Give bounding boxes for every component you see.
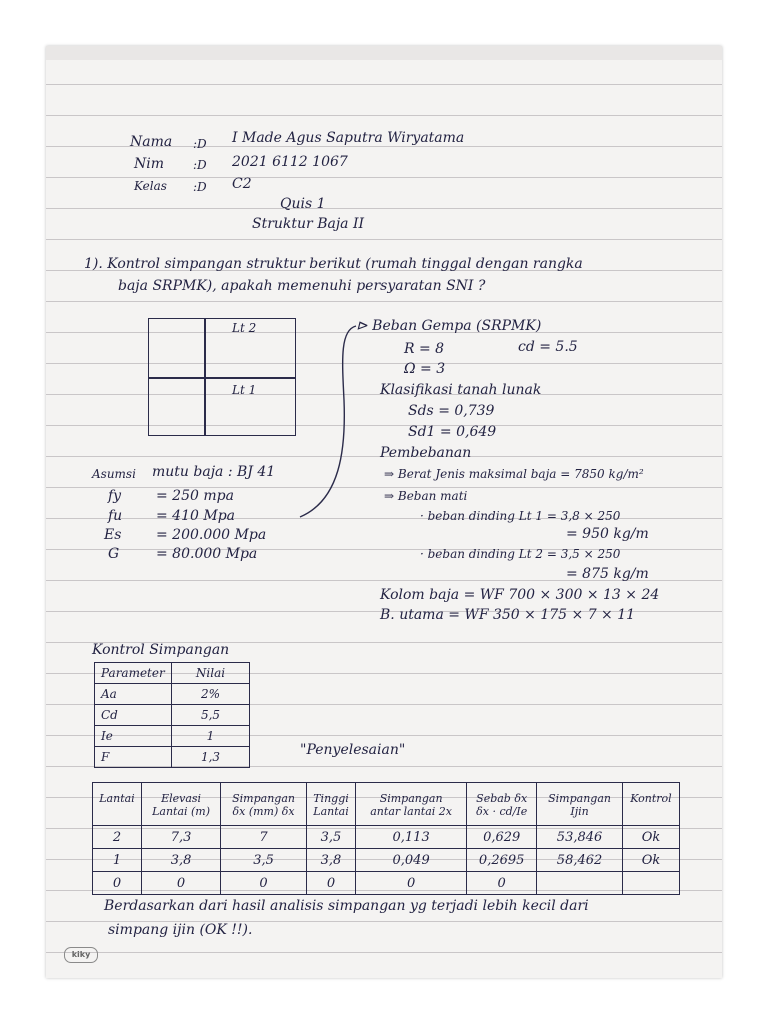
cell: 0 <box>306 872 355 895</box>
param-name: Aa <box>95 684 172 705</box>
conclusion-line-2: simpang ijin (OK !!). <box>108 922 253 938</box>
dinding-lt2-line: · beban dinding Lt 2 = 3,5 × 250 <box>420 547 621 561</box>
cell: 0,113 <box>356 826 467 849</box>
cell: 0,629 <box>467 826 537 849</box>
header-nilai: Nilai <box>172 663 250 684</box>
fu-value: = 410 Mpa <box>156 508 235 524</box>
col-subheader <box>93 805 142 826</box>
table-row <box>95 705 250 726</box>
table-row <box>95 726 250 747</box>
omega-value: Ω = 3 <box>404 361 446 377</box>
sds-value: Sds = 0,739 <box>408 403 495 419</box>
mutu-baja: mutu baja : BJ 41 <box>152 464 276 480</box>
cell <box>622 872 679 895</box>
klasifikasi-tanah: Klasifikasi tanah lunak <box>380 382 542 398</box>
col-subheader <box>622 805 679 826</box>
col-header: Tinggi <box>306 783 355 806</box>
cell: 0 <box>141 872 220 895</box>
cell: 0,2695 <box>467 849 537 872</box>
berat-jenis-line: ⇒ Berat Jenis maksimal baja = 7850 kg/m² <box>384 467 644 481</box>
fy-value: = 250 mpa <box>156 488 234 504</box>
col-header: Simpangan <box>221 783 307 806</box>
cell: 2 <box>93 826 142 849</box>
col-subheader: δx · cd/Ie <box>467 805 537 826</box>
col-header: Sebab δx <box>467 783 537 806</box>
cell: Ok <box>622 849 679 872</box>
table-header-row <box>95 663 250 684</box>
param-value: 2% <box>172 684 250 705</box>
param-name: Cd <box>95 705 172 726</box>
cd-value: cd = 5.5 <box>518 339 578 355</box>
question-line-1: 1). Kontrol simpangan struktur berikut (rumah tinggal dengan rangka <box>84 256 583 272</box>
param-value: 1,3 <box>172 747 250 768</box>
cell: 0,049 <box>356 849 467 872</box>
g-value: = 80.000 Mpa <box>156 546 258 562</box>
cell: 53,846 <box>537 826 623 849</box>
col-header: Elevasi <box>141 783 220 806</box>
col-subheader: δx (mm) δx <box>221 805 307 826</box>
kelas-value: C2 <box>232 176 252 192</box>
nim-value: 2021 6112 1067 <box>232 154 348 170</box>
table-row <box>95 684 250 705</box>
sketch-label-lt2: Lt 2 <box>232 321 257 335</box>
fu-label: fu <box>108 508 123 524</box>
results-subheader-row <box>93 805 680 826</box>
cell: 58,462 <box>537 849 623 872</box>
g-label: G <box>108 546 120 562</box>
course-title: Struktur Baja II <box>252 216 365 232</box>
col-subheader: Lantai <box>306 805 355 826</box>
cell <box>537 872 623 895</box>
cell: 0 <box>93 872 142 895</box>
param-value: 5,5 <box>172 705 250 726</box>
kelas-label: Kelas <box>134 179 167 193</box>
es-label: Es <box>104 527 122 543</box>
col-header: Lantai <box>93 783 142 806</box>
parameter-table <box>94 662 250 768</box>
penyelesaian-label: "Penyelesaian" <box>300 742 406 758</box>
beban-gempa-heading: ⊳ Beban Gempa (SRPMK) <box>356 318 542 334</box>
cell: 3,5 <box>306 826 355 849</box>
col-header: Kontrol <box>622 783 679 806</box>
cell: 0 <box>467 872 537 895</box>
cell: 7,3 <box>141 826 220 849</box>
cell: 7 <box>221 826 307 849</box>
table-row <box>93 826 680 849</box>
cell: 0 <box>221 872 307 895</box>
beban-mati-heading: ⇒ Beban mati <box>384 489 468 503</box>
col-subheader: antar lantai 2x <box>356 805 467 826</box>
dinding-lt1-result: = 950 kg/m <box>566 526 649 542</box>
cell: 3,5 <box>221 849 307 872</box>
notebook-brand-logo: kiky <box>64 947 98 963</box>
nim-label: Nim <box>134 156 165 172</box>
cell: 1 <box>93 849 142 872</box>
sketch-label-lt1: Lt 1 <box>232 383 257 397</box>
nama-label: Nama <box>130 134 173 150</box>
nama-value: I Made Agus Saputra Wiryatama <box>232 130 465 146</box>
sd1-value: Sd1 = 0,649 <box>408 424 497 440</box>
table-row <box>93 849 680 872</box>
header-parameter: Parameter <box>95 663 172 684</box>
fy-label: fy <box>108 488 122 504</box>
nama-separator: :D <box>193 137 207 151</box>
asumsi-label: Asumsi <box>92 467 136 481</box>
r-value: R = 8 <box>404 341 445 357</box>
col-subheader: Ijin <box>537 805 623 826</box>
dinding-lt1-line: · beban dinding Lt 1 = 3,8 × 250 <box>420 509 621 523</box>
param-name: F <box>95 747 172 768</box>
param-name: Ie <box>95 726 172 747</box>
cell: Ok <box>622 826 679 849</box>
kolom-baja-line: Kolom baja = WF 700 × 300 × 13 × 24 <box>380 587 660 603</box>
cell: 0 <box>356 872 467 895</box>
table-row <box>93 872 680 895</box>
es-value: = 200.000 Mpa <box>156 527 267 543</box>
col-header: Simpangan <box>356 783 467 806</box>
nim-separator: :D <box>193 158 207 172</box>
pembebanan-heading: Pembebanan <box>380 445 472 461</box>
cell: 3,8 <box>306 849 355 872</box>
kontrol-simpangan-title: Kontrol Simpangan <box>92 642 230 658</box>
col-header: Simpangan <box>537 783 623 806</box>
question-line-2: baja SRPMK), apakah memenuhi persyaratan SNI ? <box>118 278 486 294</box>
kelas-separator: :D <box>193 180 207 194</box>
param-value: 1 <box>172 726 250 747</box>
dinding-lt2-result: = 875 kg/m <box>566 566 649 582</box>
table-row <box>95 747 250 768</box>
balok-utama-line: B. utama = WF 350 × 175 × 7 × 11 <box>380 607 636 623</box>
cell: 3,8 <box>141 849 220 872</box>
col-subheader: Lantai (m) <box>141 805 220 826</box>
conclusion-line-1: Berdasarkan dari hasil analisis simpangan yg terjadi lebih kecil dari <box>104 898 589 914</box>
results-header-row <box>93 783 680 806</box>
quiz-title: Quis 1 <box>280 196 326 212</box>
results-table <box>92 782 680 895</box>
